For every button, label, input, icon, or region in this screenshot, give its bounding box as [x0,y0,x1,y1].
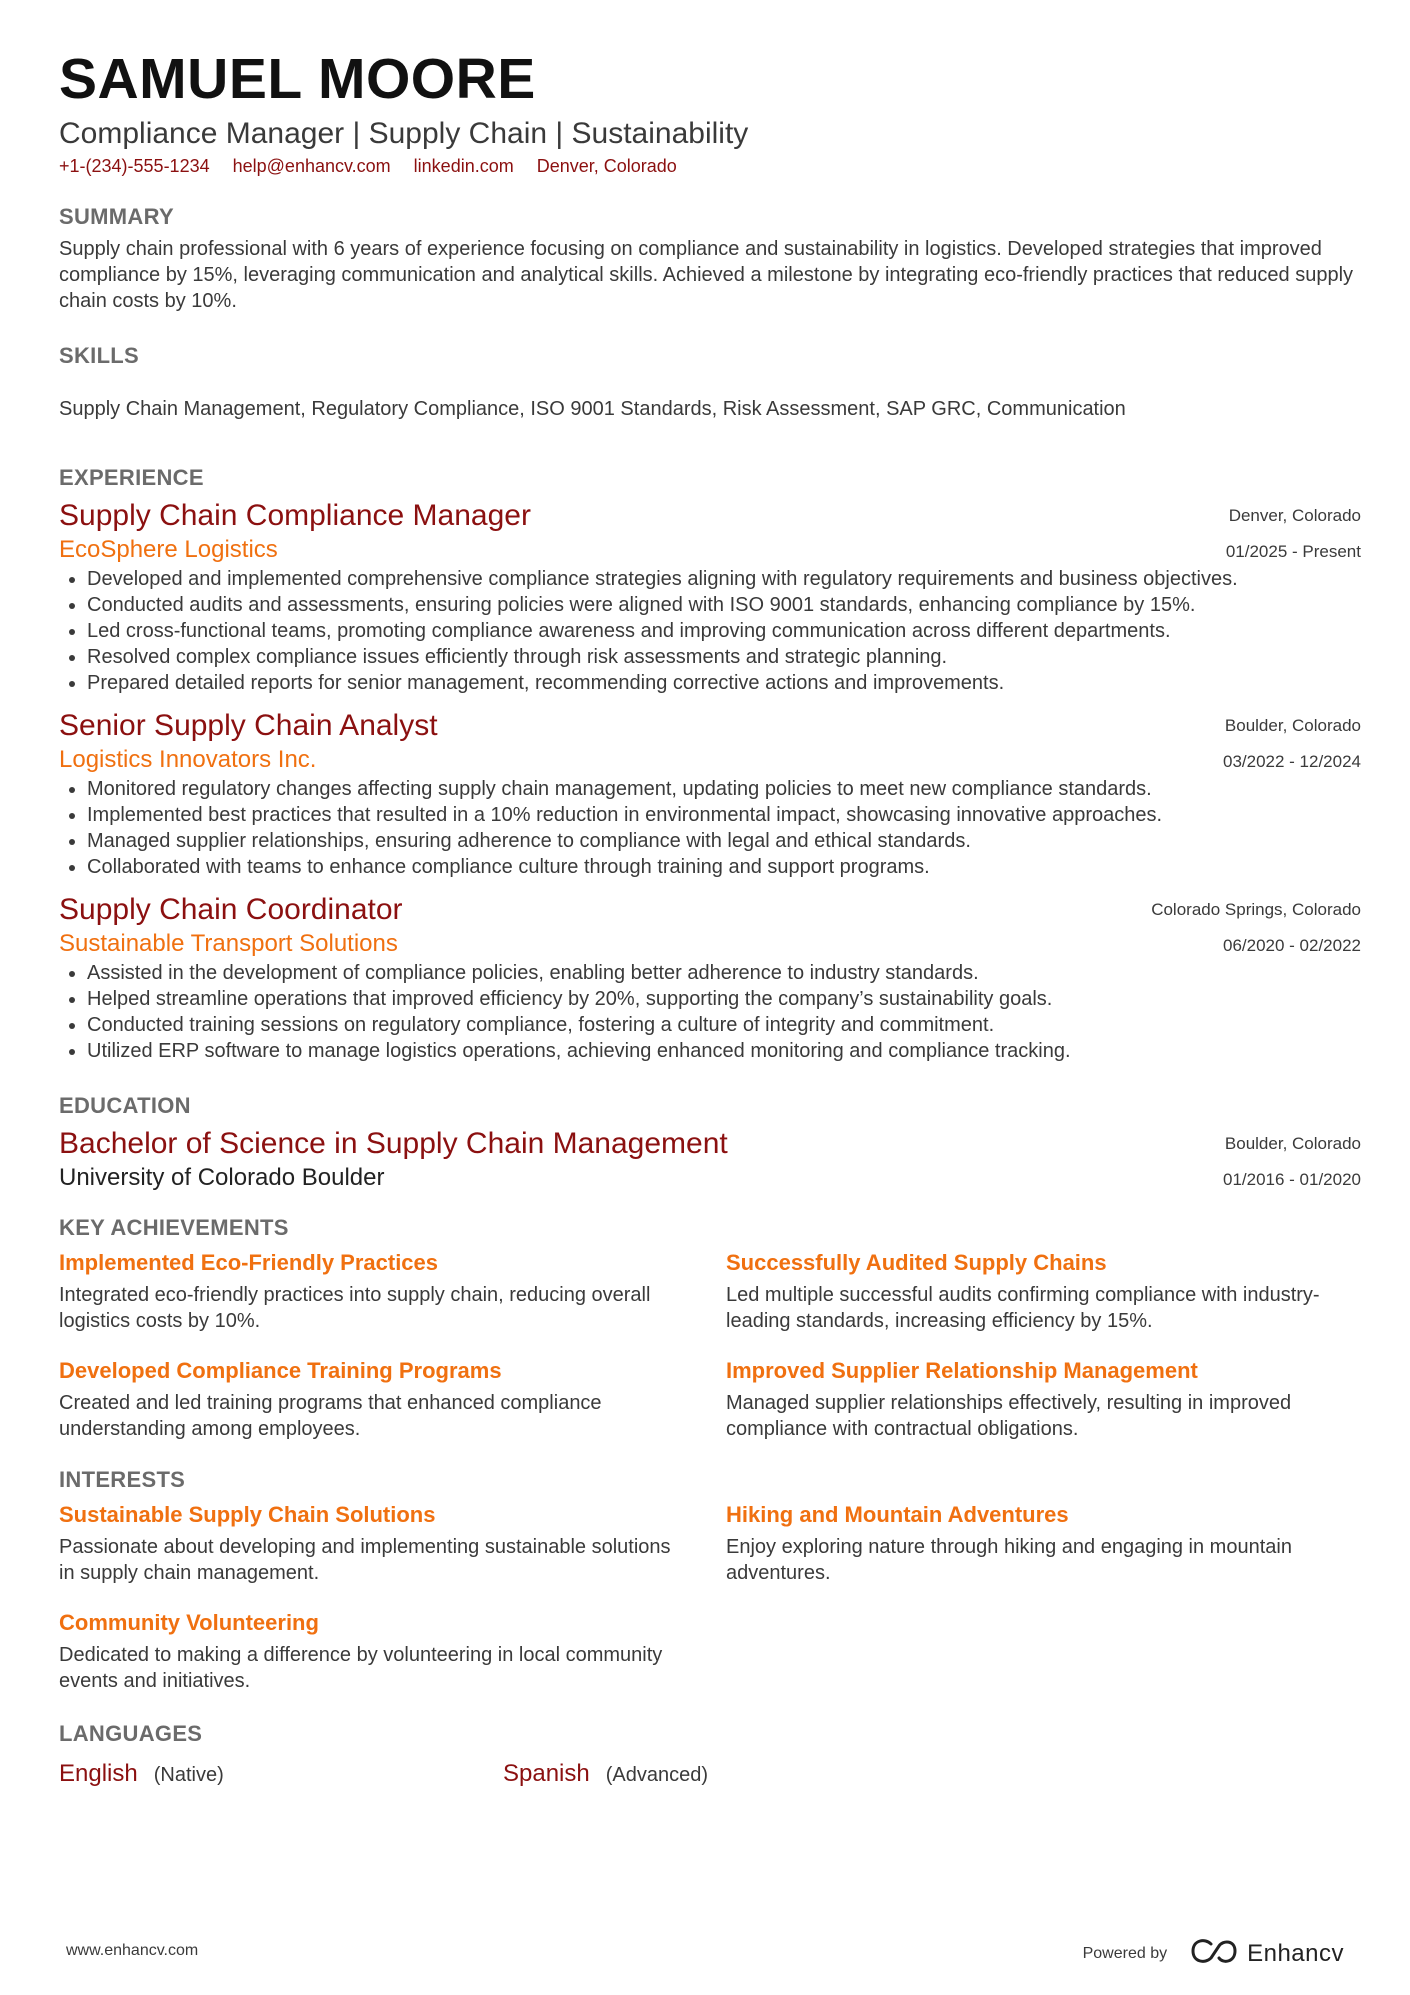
candidate-name: SAMUEL MOORE [59,47,536,111]
job-location: Boulder, Colorado [1224,716,1361,735]
job-meta [1151,892,1361,964]
job-dates: 06/2020 - 02/2022 [1222,936,1361,955]
job-location: Denver, Colorado [1228,506,1361,525]
achievement-title: Improved Supplier Relationship Management [726,1358,1198,1383]
achievement-item [726,1356,1366,1442]
job-bullet: • Conducted training sessions on regulatory compliance, fostering a culture of integrity and commitment. [87,1012,1361,1038]
job-bullets [59,960,1361,1064]
achievement-item [726,1248,1366,1334]
achievement-item [59,1356,726,1442]
powered-by-label: Powered by [1082,1944,1168,1962]
achievement-desc: Created and led training programs that enhanced compliance understanding among employees. [59,1392,602,1440]
job-bullet: • Implemented best practices that resulted in a 10% reduction in environmental impact, showcasing innovative approaches. [87,802,1361,828]
job-bullets [59,566,1361,696]
job-bullet: • Conducted audits and assessments, ensuring policies were aligned with ISO 9001 standards, enhancing compliance by 15%. [87,592,1361,618]
job-dates: 01/2025 - Present [1225,542,1361,561]
resume-content [59,46,1361,1791]
achievements-grid [59,1248,1361,1464]
interest-desc: Dedicated to making a difference by volunteering in local community events and initiatives. [59,1644,663,1692]
phone-link[interactable]: +1-(234)-555-1234 [59,156,210,176]
section-title-achievements: KEY ACHIEVEMENTS [59,1215,289,1240]
education-location: Boulder, Colorado [1224,1134,1361,1153]
interest-title: Sustainable Supply Chain Solutions [59,1502,436,1527]
job-bullets [59,776,1361,880]
language-name: English [59,1760,138,1787]
resume-header [59,46,1361,178]
footer-website-link[interactable]: www.enhancv.com [66,1942,199,1959]
job-title: Supply Chain Coordinator [59,893,403,926]
interest-item [59,1608,726,1694]
education-entry [59,1126,1361,1194]
achievements-section [59,1214,1361,1464]
achievement-desc: Led multiple successful audits confirming compliance with industry-leading standards, increasing efficiency by 15%. [726,1284,1320,1332]
achievement-desc: Managed supplier relationships effectively, resulting in improved compliance with contractual obligations. [726,1392,1292,1440]
achievement-desc: Integrated eco-friendly practices into supply chain, reducing overall logistics costs by 10%. [59,1284,651,1332]
job-title: Supply Chain Compliance Manager [59,499,531,532]
section-title-languages: LANGUAGES [59,1721,203,1746]
school-name: University of Colorado Boulder [59,1164,385,1191]
job-company: EcoSphere Logistics [59,536,278,563]
summary-section [59,203,1361,314]
experience-section [59,464,1361,1064]
languages-row [59,1758,1361,1791]
interest-item [59,1500,726,1586]
interest-desc: Passionate about developing and implementing sustainable solutions in supply chain management. [59,1536,671,1584]
interest-title: Community Volunteering [59,1610,319,1635]
achievement-title: Successfully Audited Supply Chains [726,1250,1107,1275]
job-bullet: • Monitored regulatory changes affecting supply chain management, updating policies to meet new compliance standards. [87,776,1361,802]
skills-text: Supply Chain Management, Regulatory Compliance, ISO 9001 Standards, Risk Assessment, SAP GRC, Communication [59,398,1126,420]
achievement-title: Implemented Eco-Friendly Practices [59,1250,439,1275]
job-bullet: • Helped streamline operations that improved efficiency by 20%, supporting the company’s sustainability goals. [87,986,1361,1012]
skills-section [59,342,1361,422]
education-dates: 01/2016 - 01/2020 [1222,1170,1361,1189]
language-name: Spanish [503,1760,590,1787]
job-company: Logistics Innovators Inc. [59,746,317,773]
job-location: Colorado Springs, Colorado [1151,900,1361,919]
job-company: Sustainable Transport Solutions [59,930,398,957]
job-bullet: • Collaborated with teams to enhance compliance culture through training and support programs. [87,854,1361,880]
job-entry [59,892,1361,1064]
interest-title: Hiking and Mountain Adventures [726,1502,1069,1527]
section-title-experience: EXPERIENCE [59,465,204,490]
section-title-interests: INTERESTS [59,1467,186,1492]
job-entry [59,498,1361,696]
interest-desc: Enjoy exploring nature through hiking and engaging in mountain adventures. [726,1536,1292,1584]
brand-name: Enhancv [1247,1939,1344,1967]
job-meta [1226,498,1361,570]
job-bullet: • Utilized ERP software to manage logistics operations, achieving enhanced monitoring and compliance tracking. [87,1038,1361,1064]
achievement-title: Developed Compliance Training Programs [59,1358,502,1383]
language-item [59,1758,503,1791]
contact-info [59,154,1361,178]
job-bullet: • Assisted in the development of compliance policies, enabling better adherence to industry standards. [87,960,1361,986]
section-title-skills: SKILLS [59,343,140,368]
job-meta [1223,708,1361,780]
email-link[interactable]: help@enhancv.com [232,156,391,176]
section-title-summary: SUMMARY [59,204,174,229]
job-dates: 03/2022 - 12/2024 [1222,752,1361,771]
section-title-education: EDUCATION [59,1093,191,1118]
job-bullet: • Led cross-functional teams, promoting compliance awareness and improving communication across different departments. [87,618,1361,644]
interests-grid [59,1500,1361,1716]
linkedin-link[interactable]: linkedin.com [413,156,514,176]
achievement-item [59,1248,726,1334]
education-section [59,1092,1361,1194]
language-level: (Native) [153,1764,224,1786]
summary-text: Supply chain professional with 6 years of experience focusing on compliance and sustainability in logistics. Developed strategies that improved compliance by 15%, leveraging communication and analytical skills. Achieved a milestone by integrating eco-friendly practices that reduced supply chain costs by 10%. [59,238,1354,312]
degree-title: Bachelor of Science in Supply Chain Management [59,1127,728,1160]
enhancv-logo-icon [1191,1938,1237,1969]
interests-section [59,1466,1361,1716]
page-footer [66,1938,1344,1968]
language-item [503,1758,947,1791]
interest-item [726,1500,1366,1586]
job-bullet: • Managed supplier relationships, ensuring adherence to compliance with legal and ethical standards. [87,828,1361,854]
languages-section [59,1720,1361,1791]
education-meta [1223,1126,1361,1198]
job-bullet: • Developed and implemented comprehensive compliance strategies aligning with regulatory requirements and business objectives. [87,566,1361,592]
candidate-headline: Compliance Manager | Supply Chain | Sustainability [59,117,749,150]
language-level: (Advanced) [605,1764,709,1786]
job-title: Senior Supply Chain Analyst [59,709,438,742]
job-bullet: • Resolved complex compliance issues efficiently through risk assessments and strategic planning. [87,644,1361,670]
location-text: Denver, Colorado [536,156,677,176]
job-bullet: • Prepared detailed reports for senior management, recommending corrective actions and improvements. [87,670,1361,696]
footer-branding [1083,1938,1344,1969]
job-entry [59,708,1361,880]
